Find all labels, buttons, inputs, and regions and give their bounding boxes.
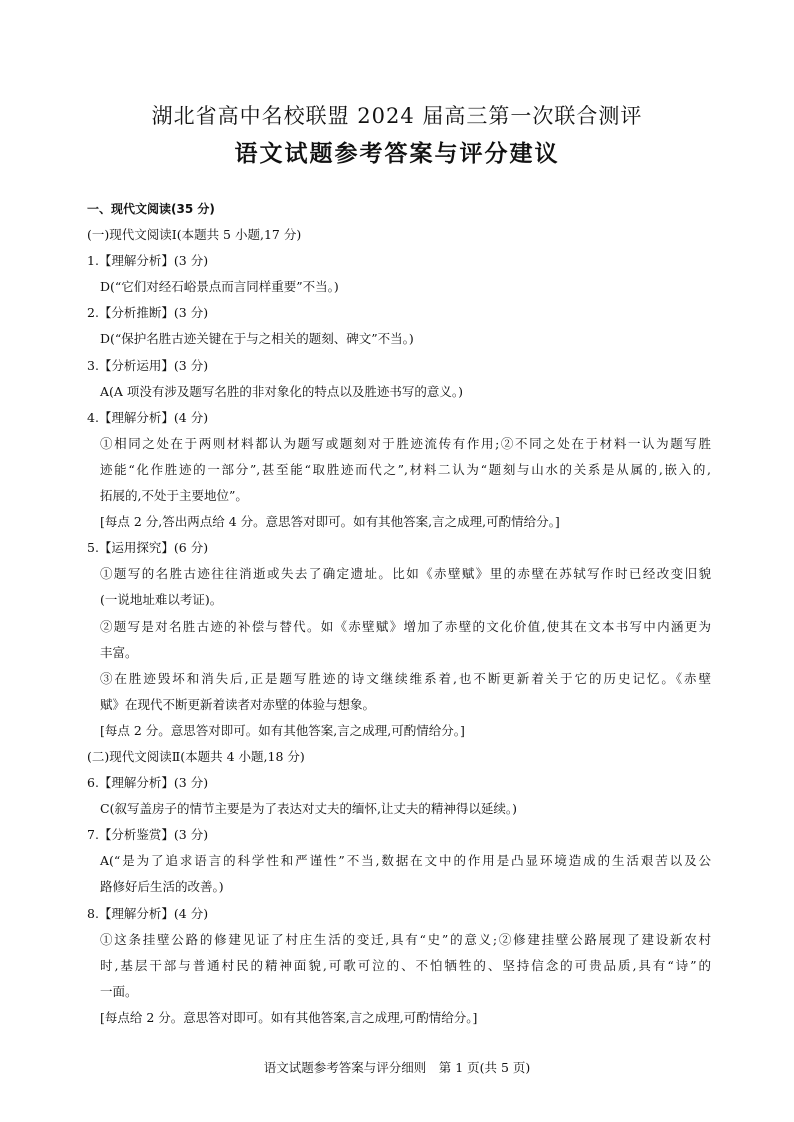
answer-content [87,196,711,1031]
document-title: 湖北省高中名校联盟 2024 届高三第一次联合测评 [151,104,643,128]
text-line: [每点 2 分,答出两点给 4 分。意思答对即可。如有其他答案,言之成理,可酌情给分。] [100,514,560,530]
text-line: 路修好后生活的改善。) [100,879,224,895]
text-line: C(叙写盖房子的情节主要是为了表达对丈夫的缅怀,让丈夫的精神得以延续。) [100,801,518,817]
text-line: 3.【分析运用】(3 分) [87,357,209,373]
document-subtitle: 语文试题参考答案与评分建议 [234,141,560,167]
text-line: 时,基层干部与普通村民的精神面貌,可歌可泣的、不怕牺牲的、坚持信念的可贵品质,具有“诗”的 [100,957,711,973]
page-footer: 语文试题参考答案与评分细则 第 1 页(共 5 页) [263,1060,531,1075]
text-line: 拓展的,不处于主要地位”。 [100,488,248,504]
text-line: (一)现代文阅读Ⅰ(本题共 5 小题,17 分) [87,227,302,243]
text-line: 7.【分析鉴赏】(3 分) [87,827,209,843]
text-line: ②题写是对名胜古迹的补偿与替代。如《赤壁赋》增加了赤壁的文化价值,使其在文本书写中内涵更为 [100,618,711,634]
text-line: D(“保护名胜古迹关键在于与之相关的题刻、碑文”不当。) [100,331,414,347]
text-line: ③在胜迹毁坏和消失后,正是题写胜迹的诗文继续维系着,也不断更新着关于它的历史记忆。《赤壁 [100,670,711,686]
text-line: 6.【理解分析】(3 分) [87,775,209,791]
text-line: A(A 项没有涉及题写名胜的非对象化的特点以及胜迹书写的意义。) [100,383,464,399]
text-line: ①题写的名胜古迹往往消逝或失去了确定遗址。比如《赤壁赋》里的赤壁在苏轼写作时已经改变旧貌 [100,566,711,582]
text-line: 5.【运用探究】(6 分) [87,540,209,556]
text-line: ①相同之处在于两则材料都认为题写或题刻对于胜迹流传有作用;②不同之处在于材料一认为题写胜 [100,435,711,451]
text-line: 一、现代文阅读(35 分) [87,202,215,216]
text-line: [每点 2 分。意思答对即可。如有其他答案,言之成理,可酌情给分。] [100,722,465,738]
text-line: [每点给 2 分。意思答对即可。如有其他答案,言之成理,可酌情给分。] [100,1009,478,1025]
text-line: (二)现代文阅读Ⅱ(本题共 4 小题,18 分) [87,748,305,764]
text-line: D(“它们对经石峪景点而言同样重要”不当。) [100,279,339,295]
text-line: 丰富。 [100,644,138,660]
text-line: 赋》在现代不断更新着读者对赤壁的体验与想象。 [100,696,376,712]
text-line: ①这条挂壁公路的修建见证了村庄生活的变迁,具有“史”的意义;②修建挂壁公路展现了建设新农村 [100,931,711,947]
text-line: A(“是为了追求语言的科学性和严谨性”不当,数据在文中的作用是凸显环境造成的生活艰苦以及公 [100,853,711,869]
text-line: (一说地址难以考证)。 [100,592,223,608]
text-line: 一面。 [100,983,138,999]
text-line: 2.【分析推断】(3 分) [87,305,209,321]
text-line: 4.【理解分析】(4 分) [87,409,209,425]
text-line: 1.【理解分析】(3 分) [87,253,209,269]
text-line: 迹能“化作胜迹的一部分”,甚至能“取胜迹而代之”,材料二认为“题刻与山水的关系是从属的,嵌入的, [100,461,711,477]
text-line: 8.【理解分析】(4 分) [87,905,209,921]
